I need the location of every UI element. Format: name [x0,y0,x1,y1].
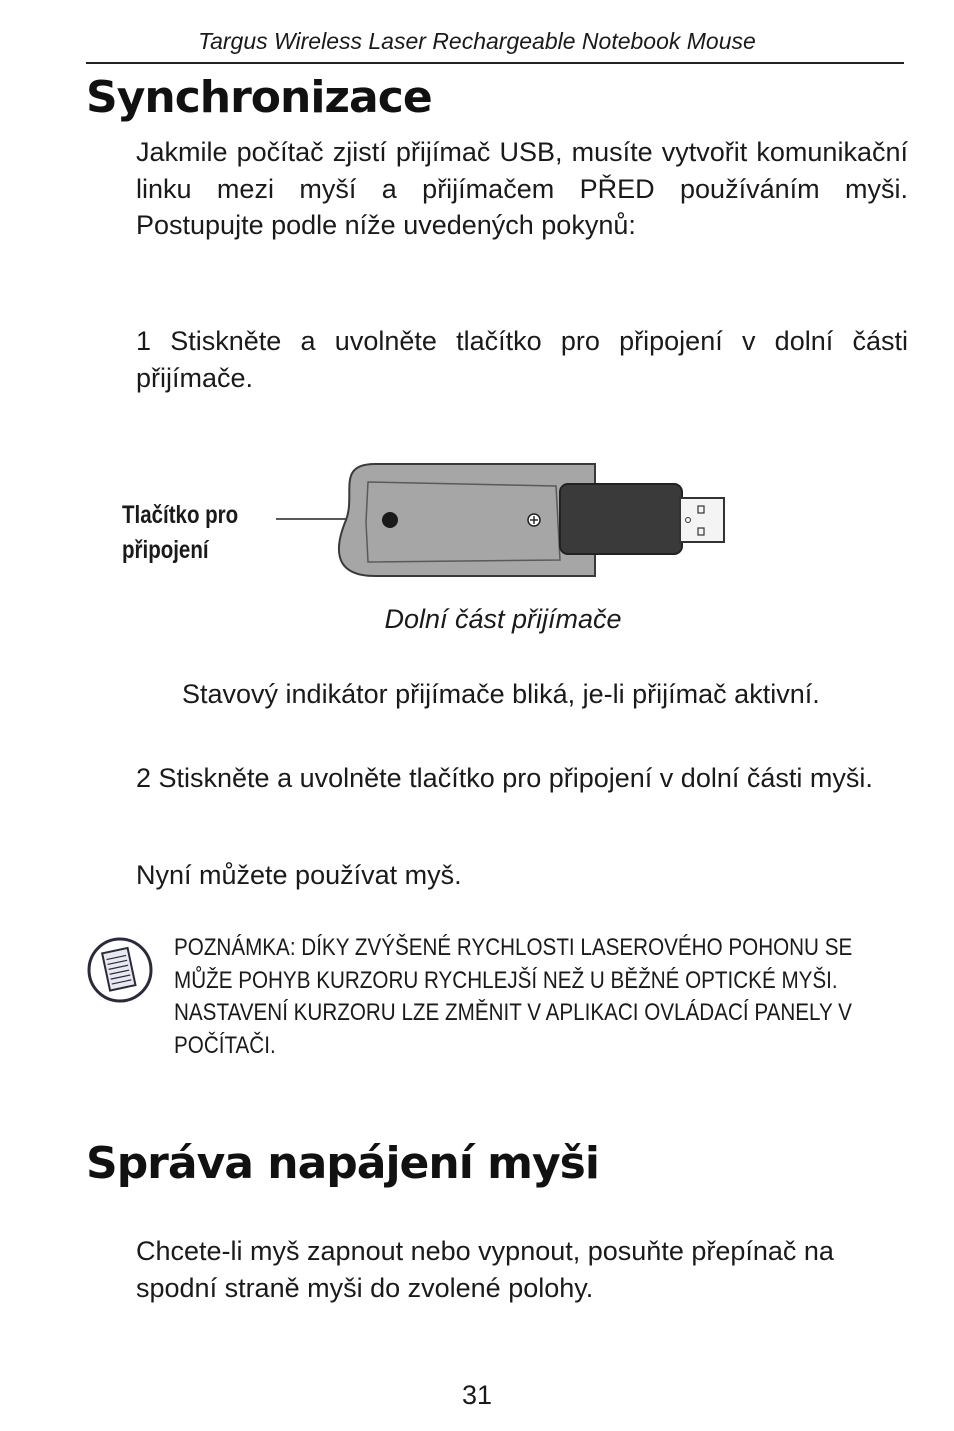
status-indicator-text: Stavový indikátor přijímače bliká, je-li přijímač aktivní. [182,679,820,709]
note-line: NASTAVENÍ KURZORU LZE ZMĚNIT V APLIKACI OVLÁDACÍ PANELY V [174,999,852,1026]
step-2-text: 2 Stiskněte a uvolněte tlačítko pro připojení v dolní části myši. [136,763,873,793]
power-paragraph: Chcete-li myš zapnout nebo vypnout, posuňte přepínač na spodní straně myši do zvolené polohy. [136,1236,834,1303]
note-line: POZNÁMKA: DÍKY ZVÝŠENÉ RYCHLOSTI LASEROVÉHO POHONU SE [174,934,853,961]
section-title-synchronizace: Synchronizace [86,72,432,123]
ready-text: Nyní můžete používat myš. [136,860,462,890]
running-header: Targus Wireless Laser Rechargeable Notebook Mouse [198,28,756,54]
intro-paragraph: Jakmile počítač zjistí přijímač USB, musíte vytvořit komunikační linku mezi myší a přijímačem PŘED používáním myši. Postupujte podle níže uvedených pokynů: [136,137,908,240]
note-line: POČÍTAČI. [174,1031,276,1059]
receiver-cap [560,484,682,554]
figure-caption: Dolní část přijímače [384,604,622,634]
header-rule [86,62,904,64]
step-1-text: 1 Stiskněte a uvolněte tlačítko pro připojení v dolní části přijímače. [136,326,908,393]
connect-button-dot [382,512,398,528]
note-line: MŮŽE POHYB KURZORU RYCHLEJŠÍ NEŽ U BĚŽNÉ OPTICKÉ MYŠI. [174,966,838,994]
usb-receiver-illustration [270,458,740,584]
note-text [174,932,853,1062]
page-number: 31 [461,1380,493,1410]
section-title-power: Správa napájení myši [86,1138,599,1189]
receiver-body [339,464,595,576]
notepad-icon [86,936,154,1004]
callout-line-2: připojení [122,536,209,564]
callout-line-1: Tlačítko pro [122,501,239,529]
callout-label [122,498,238,568]
